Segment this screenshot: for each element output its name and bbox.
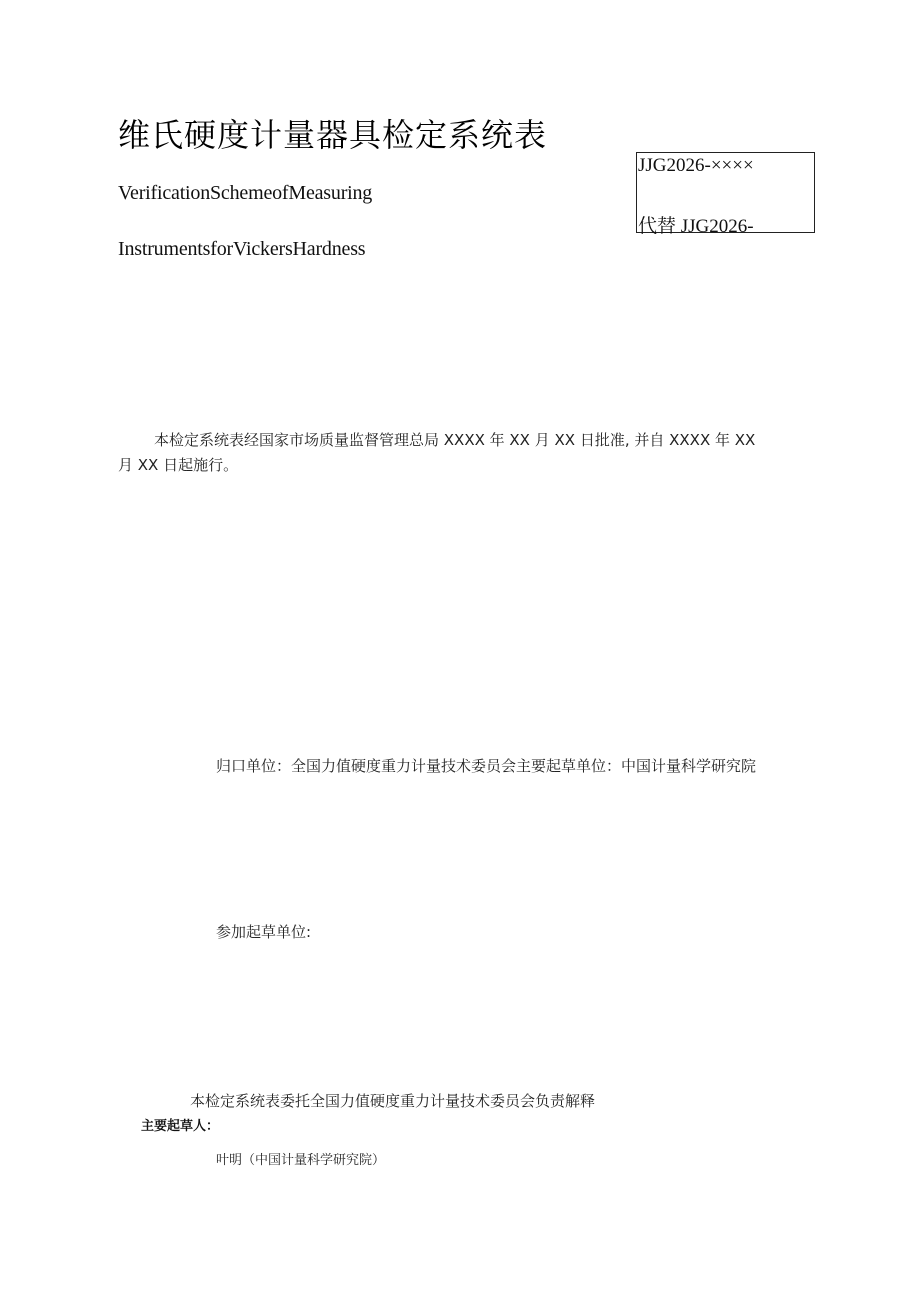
interpretation-statement: 本检定系统表委托全国力值硬度重力计量技术委员会负责解释	[190, 1092, 596, 1110]
responsible-organizations: 归口单位：全国力值硬度重力计量技术委员会主要起草单位：中国计量科学研究院	[216, 757, 757, 775]
standard-code: JJG2026-××××	[638, 155, 754, 176]
document-title-english-line-2: InstrumentsforVickersHardness	[118, 238, 366, 260]
main-drafters-label: 主要起草人：	[141, 1119, 220, 1134]
document-title-english-line-1: VerificationSchemeofMeasuring	[118, 182, 373, 204]
participating-units-label: 参加起草单位:	[216, 923, 312, 941]
document-title-chinese: 维氏硬度计量器具检定系统表	[118, 116, 548, 154]
replaces-standard-code: 代替 JJG2026-	[638, 216, 754, 237]
standard-code-box	[636, 152, 815, 237]
approval-statement: 本检定系统表经国家市场质量监督管理总局 XXXX 年 XX 月 XX 日批准, 并自 XXXX 年 XX 月 XX 日起施行。	[118, 431, 756, 474]
main-drafter-name: 叶明（中国计量科学研究院）	[216, 1153, 386, 1168]
